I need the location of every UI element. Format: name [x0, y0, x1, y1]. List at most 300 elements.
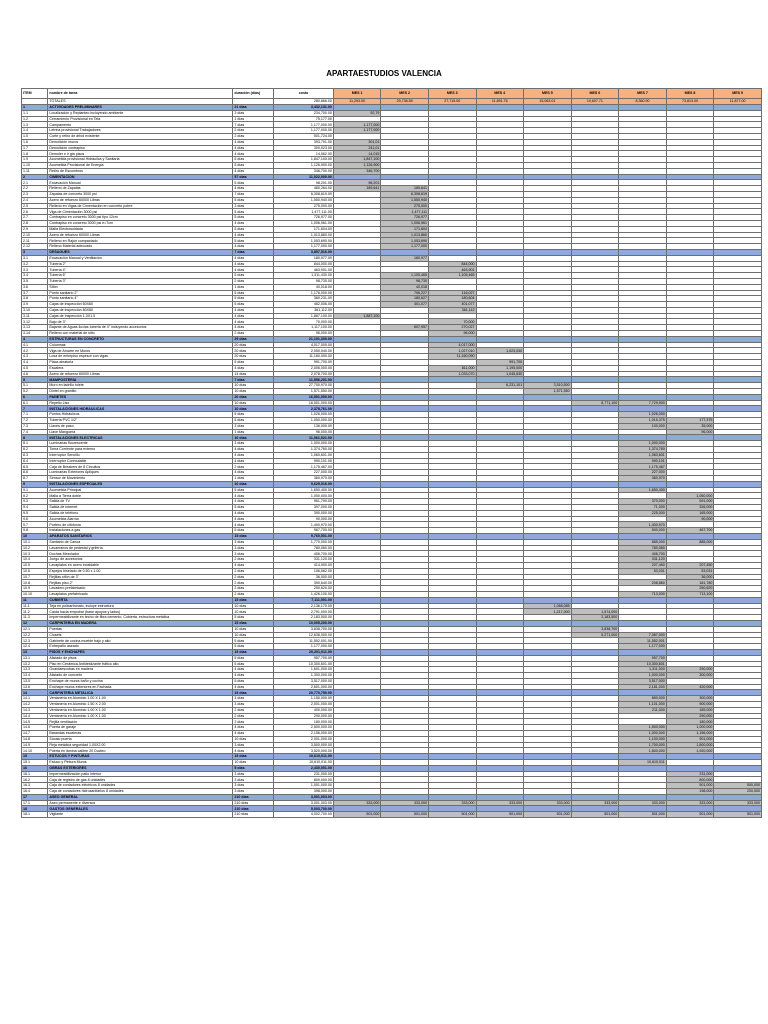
task-name: Tubería PVC 1/2"	[48, 418, 233, 424]
month-cell: 1,550,940	[381, 197, 429, 203]
task-cost: 961,790.00	[274, 499, 333, 505]
task-cost: 2,378,761.00	[274, 406, 333, 412]
task-name: Lavadero prefabricado	[48, 586, 233, 592]
item-code: 14.5	[22, 719, 48, 725]
task-name: INSTALACIONES ESPECIALES	[48, 481, 233, 487]
task-duration: 3 días	[233, 696, 274, 702]
month-cell: 1,311,000	[619, 667, 667, 673]
task-name: MAMPOSTERIA	[48, 377, 233, 383]
task-cost: 2,156,000.00	[274, 731, 333, 737]
task-cost: 1,847,100.00	[274, 157, 333, 163]
task-duration: 10 días	[233, 632, 274, 638]
item-code: 3.4	[22, 273, 48, 279]
task-cost: 800,000.00	[274, 777, 333, 783]
month-cell: 96,000	[428, 331, 476, 337]
month-cell: 991,700	[476, 360, 524, 366]
header-month: MES 8	[666, 89, 714, 99]
item-code: 13.4	[22, 673, 48, 679]
task-duration: 20 días	[233, 354, 274, 360]
task-name: Acero de refuerzo 60000 Libras	[48, 371, 233, 377]
item-code: 3.7	[22, 290, 48, 296]
task-name: Cajas de inspección 80X80	[48, 307, 233, 313]
item-code: 8.2	[22, 447, 48, 453]
task-cost: 1,177,000.00	[274, 128, 333, 134]
month-cell: 406,700	[619, 551, 667, 557]
task-name: Tubería 6"	[48, 273, 233, 279]
task-name: Muro en ladrillo tolete	[48, 383, 233, 389]
item-code: 4.1	[22, 342, 48, 348]
task-name: Interruptor Conmutable	[48, 458, 233, 464]
month-cell: 331,120	[619, 557, 667, 563]
month-cell: 70,000	[428, 319, 476, 325]
item-code: 7.3	[22, 423, 48, 429]
month-cell: 360,970	[619, 476, 667, 482]
month-cell: 1,800,000	[666, 742, 714, 748]
item-code: 8.3	[22, 452, 48, 458]
task-cost: 1,650,400.00	[274, 487, 333, 493]
month-cell: 98,201	[333, 180, 381, 186]
month-cell: 1,500,000	[619, 725, 667, 731]
task-name: Relleno en Rajón compactado	[48, 238, 233, 244]
task-duration: 10 días	[233, 383, 274, 389]
task-duration: 7 días	[233, 191, 274, 197]
task-cost: 16,501,000.00	[274, 394, 333, 400]
task-name: Luminarias fluorescente	[48, 441, 233, 447]
task-cost: 3,517,000.00	[274, 678, 333, 684]
item-code: 1.3	[22, 122, 48, 128]
task-name: Viga de Amarre en Muros	[48, 348, 233, 354]
task-cost: 1,177,000.00	[274, 244, 333, 250]
month-cell: 1,126,900	[333, 162, 381, 168]
item-code: 13.6	[22, 684, 48, 690]
month-cell: 7,729,900	[619, 400, 667, 406]
task-duration: 10 días	[233, 760, 274, 766]
task-duration: 3 días	[233, 777, 274, 783]
task-duration: 210 días	[233, 812, 274, 818]
item-code: 3.3	[22, 267, 48, 273]
task-name: Luminarias Exteriores Apliques	[48, 470, 233, 476]
item-code: 12	[22, 620, 48, 626]
item-code: 7	[22, 406, 48, 412]
header-name: nombre de tarea	[48, 89, 233, 99]
month-cell: 1,105,465	[381, 273, 429, 279]
task-duration: 5 días	[233, 273, 274, 279]
task-duration: 3 días	[233, 702, 274, 708]
task-name: Estuco y Pintura Muros	[48, 760, 233, 766]
task-cost: 2,050,040.00	[274, 348, 333, 354]
task-name: Excavación Manual y Ventilación	[48, 255, 233, 261]
task-duration: 5 días	[233, 238, 274, 244]
task-cost: 1,374,760.00	[274, 447, 333, 453]
item-code: 9.1	[22, 487, 48, 493]
task-name: Llaves de paso	[48, 423, 233, 429]
month-cell: 346,700	[333, 168, 381, 174]
task-cost: 27,700,970.00	[274, 383, 333, 389]
month-cell: 1,023,030	[476, 348, 524, 354]
task-name: ASEO GENERAL	[48, 794, 233, 800]
task-cost: 2,136,170.00	[274, 603, 333, 609]
task-duration: 4 días	[233, 667, 274, 673]
task-name: Alistado de pisos	[48, 655, 233, 661]
task-duration: 5 días	[233, 209, 274, 215]
task-name: Sifón	[48, 284, 233, 290]
task-cost: 1,177,000.00	[274, 122, 333, 128]
item-code: 11.3	[22, 615, 48, 621]
task-cost: 1,311,430.00	[274, 273, 333, 279]
task-name: APARATOS SANITARIOS	[48, 533, 233, 539]
item-code: 6	[22, 394, 48, 400]
month-cell: 1,068,085	[524, 603, 572, 609]
task-name: Ventanería en Aluminio 1.50 X 2.00	[48, 702, 233, 708]
month-cell: 3,838,700	[571, 626, 619, 632]
task-cost: 390,000.00	[274, 510, 333, 516]
task-cost: 1,177,000.00	[274, 644, 333, 650]
task-name: Letrina provisional Trabajadores	[48, 128, 233, 134]
month-cell: 1,053,690	[381, 238, 429, 244]
item-code: 2	[22, 174, 48, 180]
month-cell: 1,177,000	[333, 128, 381, 134]
schedule-table	[21, 88, 762, 818]
task-cost: 1,426,100.00	[274, 591, 333, 597]
task-name: Contrapiso en concreto 3000 psi e=7cm	[48, 220, 233, 226]
month-cell: 1,571,550	[524, 389, 572, 395]
task-name: INSTALACIONES HIDRAULICAS	[48, 406, 233, 412]
task-cost: 1,400,970.00	[274, 522, 333, 528]
item-code: 2.9	[22, 226, 48, 232]
task-duration: 3 días	[233, 110, 274, 116]
task-name: Ventanería en Aluminio 1.00 X 1.00	[48, 707, 233, 713]
task-cost: 10,300,601.00	[274, 661, 333, 667]
task-duration: 2 días	[233, 557, 274, 563]
month-cell: 1,175,467	[619, 464, 667, 470]
task-name: Juego de accesorios	[48, 557, 233, 563]
task-cost: 780,060.00	[274, 545, 333, 551]
month-cell: 401,077	[381, 302, 429, 308]
item-code: 10.2	[22, 545, 48, 551]
item-code: 5.1	[22, 383, 48, 389]
task-name: Relleno con material de sitio	[48, 331, 233, 337]
header-month: MES 6	[571, 89, 619, 99]
task-cost: 1,013,860.00	[274, 232, 333, 238]
month-cell: 100,000	[619, 423, 667, 429]
task-cost: 4,017,000.00	[274, 342, 333, 348]
item-code: 15.1	[22, 760, 48, 766]
task-name: ACTIVIDADES PRELIMINARES	[48, 105, 233, 111]
month-cell: 11,160,090	[428, 354, 476, 360]
task-name: Puntos Hidráulicos	[48, 412, 233, 418]
item-code: 2.11	[22, 238, 48, 244]
task-name: Lavamanos de pedestal y grifería	[48, 545, 233, 551]
month-cell: 1,156,000	[666, 731, 714, 737]
item-code: 13.2	[22, 661, 48, 667]
task-duration: 7 días	[233, 122, 274, 128]
month-cell: 7,367,000	[619, 632, 667, 638]
month-cell: 1,006,961	[381, 220, 429, 226]
task-name: Cajas de inspección 60X60	[48, 302, 233, 308]
item-code: 14.4	[22, 713, 48, 719]
task-cost: 2,183,500.00	[274, 615, 333, 621]
task-duration: 10 días	[233, 481, 274, 487]
task-duration: 5 días	[233, 296, 274, 302]
task-duration: 4 días	[233, 151, 274, 157]
month-cell: 5,271,000	[571, 632, 619, 638]
task-cost: 480,264.00	[274, 186, 333, 192]
item-code: 6.1	[22, 400, 48, 406]
month-cell: 10,610,011	[619, 760, 667, 766]
month-cell: 333,000	[476, 800, 524, 806]
totals-month: 8,360.90	[619, 99, 667, 105]
task-duration: 3 días	[233, 771, 274, 777]
task-name: Acero de refuerzo 60000 Libras	[48, 197, 233, 203]
task-cost: 1,887,100.00	[274, 313, 333, 319]
task-duration: 4 días	[233, 307, 274, 313]
month-cell: 275,000	[381, 203, 429, 209]
month-cell: 1,920,000	[666, 748, 714, 754]
totals-month: 27,715.00	[428, 99, 476, 105]
totals-label: TOTALES	[48, 99, 233, 105]
header-row	[22, 89, 762, 99]
task-name: Malla a Tierra doble	[48, 493, 233, 499]
task-duration: 7 días	[233, 249, 274, 255]
month-cell: 90,000	[666, 516, 714, 522]
item-code: 2.8	[22, 220, 48, 226]
task-cost: 957,700.00	[274, 655, 333, 661]
item-code: 18.1	[22, 812, 48, 818]
item-code: 12.4	[22, 644, 48, 650]
item-code: 3.9	[22, 302, 48, 308]
task-name: Retiro de Escombros	[48, 168, 233, 174]
item-code: 7.4	[22, 429, 48, 435]
item-code: 16.1	[22, 771, 48, 777]
month-cell: 189,000	[666, 707, 714, 713]
item-code: 7.1	[22, 412, 48, 418]
item-code: 13.5	[22, 678, 48, 684]
task-cost: 136,000.00	[274, 423, 333, 429]
task-cost: 300,023.00	[274, 145, 333, 151]
month-cell: 180,604	[428, 296, 476, 302]
item-code: 15	[22, 754, 48, 760]
task-cost: 2,601,000.00	[274, 684, 333, 690]
item-code: 10.1	[22, 539, 48, 545]
item-code: 1.5	[22, 133, 48, 139]
item-code: 2.10	[22, 232, 48, 238]
totals-month: 29,738.55	[381, 99, 429, 105]
item-code: 16.3	[22, 783, 48, 789]
task-cost: 3,857,516.00	[274, 249, 333, 255]
task-cost: 406,700.00	[274, 551, 333, 557]
task-duration: 15 días	[233, 754, 274, 760]
item-code: 1.11	[22, 168, 48, 174]
task-name: Sanitario de Canoa	[48, 539, 233, 545]
item-code: 12.3	[22, 638, 48, 644]
month-cell: 501,000	[666, 812, 714, 818]
item-code: 2.7	[22, 215, 48, 221]
task-cost: 234,700.00	[274, 110, 333, 116]
task-name: Caja de registro de gas 8 unidades	[48, 777, 233, 783]
month-cell: 900,000	[666, 702, 714, 708]
task-cost: 180,000.00	[274, 719, 333, 725]
task-duration: 3 días	[233, 783, 274, 789]
task-name: Relleno en Vigas de Cimentación en concreto pobre	[48, 203, 233, 209]
item-code: 11	[22, 597, 48, 603]
task-duration: 10 días	[233, 736, 274, 742]
month-cell: 71,000	[619, 504, 667, 510]
task-cost: 275,000.00	[274, 203, 333, 209]
task-duration: 4 días	[233, 470, 274, 476]
task-name: Relleno Material adecuado	[48, 244, 233, 250]
task-cost: 2,078,700.00	[274, 371, 333, 377]
item-code: 4	[22, 336, 48, 342]
month-cell: 241,01	[333, 145, 381, 151]
task-cost: 20,770,750.00	[274, 690, 333, 696]
task-name: Rejillas sifón de 3"	[48, 574, 233, 580]
task-cost: 361,112.00	[274, 307, 333, 313]
task-name: Acometida Provisional de Energía	[48, 162, 233, 168]
task-duration: 5 días	[233, 215, 274, 221]
task-duration: 5 días	[233, 765, 274, 771]
item-code: 18	[22, 806, 48, 812]
task-duration: 5 días	[233, 615, 274, 621]
month-cell: 181,780	[666, 580, 714, 586]
month-cell: 326,000	[666, 504, 714, 510]
month-cell: 501,000	[524, 812, 572, 818]
task-cost: 11,061,021.00	[274, 435, 333, 441]
task-name: Barandas escaleras	[48, 731, 233, 737]
month-cell: 1,847,100	[333, 157, 381, 163]
task-cost: 10,610,011.00	[274, 760, 333, 766]
task-duration: 5 días	[233, 504, 274, 510]
item-code: 13.3	[22, 667, 48, 673]
task-duration: 2 días	[233, 574, 274, 580]
task-duration: 4 días	[233, 244, 274, 250]
task-duration: 5 días	[233, 638, 274, 644]
task-name: Viga de Cimentación 3000 psi	[48, 209, 233, 215]
task-name: Bajo de 3"	[48, 319, 233, 325]
task-duration: 3 días	[233, 545, 274, 551]
task-cost: 2,430,001.00	[274, 765, 333, 771]
month-cell: 1,105,465	[428, 273, 476, 279]
task-name: Closets	[48, 632, 233, 638]
task-duration: 10 días	[233, 609, 274, 615]
task-cost: 231,000.00	[274, 771, 333, 777]
task-duration: 5 días	[233, 528, 274, 534]
task-duration: 10 días	[233, 626, 274, 632]
month-cell: 189,641	[333, 186, 381, 192]
task-duration: 3 días	[233, 742, 274, 748]
task-duration: 5 días	[233, 661, 274, 667]
item-code: 3.13	[22, 325, 48, 331]
month-cell: 706,227	[381, 290, 429, 296]
header-month: MES 9	[714, 89, 762, 99]
month-cell: 180,000	[666, 719, 714, 725]
task-name: Teja en policarbonato, incluye estructura	[48, 603, 233, 609]
month-cell: 53,031	[666, 568, 714, 574]
task-cost: 360,231.00	[274, 296, 333, 302]
task-duration: 4 días	[233, 267, 274, 273]
task-cost: 75,177.00	[274, 116, 333, 122]
month-cell: 850,000	[619, 696, 667, 702]
task-duration: 5 días	[233, 157, 274, 163]
month-cell: 198,000	[666, 789, 714, 795]
month-cell: 1,650,400	[619, 487, 667, 493]
task-cost: 3,500,000.00	[274, 742, 333, 748]
item-code: 11.1	[22, 603, 48, 609]
task-cost: 390,640.00	[274, 580, 333, 586]
month-cell: 200,000	[714, 789, 762, 795]
item-code: 1.2	[22, 116, 48, 122]
task-duration: 10 días	[233, 400, 274, 406]
task-cost: 106,062.00	[274, 568, 333, 574]
task-duration: 15 días	[233, 620, 274, 626]
month-cell: 290,000	[666, 713, 714, 719]
sheet-title: APARTAESTUDIOS VALENCIA	[326, 69, 442, 78]
task-duration: 210 días	[233, 800, 274, 806]
item-code: 10.10	[22, 591, 48, 597]
task-duration: 15 días	[233, 597, 274, 603]
task-cost: 1,050,000.00	[274, 493, 333, 499]
month-cell: 2,183,500	[571, 615, 619, 621]
task-duration: 4 días	[233, 365, 274, 371]
item-code: 10.9	[22, 586, 48, 592]
task-cost: 1,117,100.00	[274, 325, 333, 331]
task-name: Duchas Mezclador	[48, 551, 233, 557]
task-duration: 3 días	[233, 539, 274, 545]
task-cost: 16,501,000.00	[274, 400, 333, 406]
item-code: 3.2	[22, 261, 48, 267]
month-cell: 370,000	[619, 499, 667, 505]
task-cost: 3,520,000.00	[274, 748, 333, 754]
task-duration: 15 días	[233, 649, 274, 655]
task-duration: 5 días	[233, 290, 274, 296]
task-cost: 463,901.00	[274, 267, 333, 273]
task-name: Relleno de Zapatas	[48, 186, 233, 192]
task-name: Toma Corriente para externo	[48, 447, 233, 453]
task-cost: 36,000.00	[274, 574, 333, 580]
task-duration: 20 días	[233, 394, 274, 400]
task-name: Piso en Cerámica Antideslizante tráfico alto	[48, 661, 233, 667]
task-cost: 2,791,000.00	[274, 609, 333, 615]
task-duration: 4 días	[233, 325, 274, 331]
item-code: 10.4	[22, 557, 48, 563]
task-duration: 4 días	[233, 139, 274, 145]
item-code: 3.11	[22, 313, 48, 319]
task-name: Contrapiso en concreto 3000 psi tipo 12cm	[48, 215, 233, 221]
task-cost: 290,000.00	[274, 713, 333, 719]
month-cell: 116,027	[428, 290, 476, 296]
task-cost: 227,000.00	[274, 470, 333, 476]
item-code: 9.4	[22, 504, 48, 510]
month-cell: 208,860	[619, 580, 667, 586]
task-duration: 7 días	[233, 377, 274, 383]
task-name: Acometida provisional Hidráulica y Sanitaria	[48, 157, 233, 163]
task-cost: 7,111,001.00	[274, 597, 333, 603]
task-duration: 2 días	[233, 128, 274, 134]
task-name: Tubería 4"	[48, 267, 233, 273]
month-cell: 211,000	[619, 707, 667, 713]
item-code: 14.2	[22, 702, 48, 708]
task-name: Llave Manguera	[48, 429, 233, 435]
month-cell: 1,177,000	[381, 244, 429, 250]
task-cost: 1,026,000.00	[274, 412, 333, 418]
month-cell: 301,01	[333, 139, 381, 145]
task-duration: 3 días	[233, 789, 274, 795]
month-cell: 333,000	[666, 800, 714, 806]
month-cell: 501,000	[333, 812, 381, 818]
item-code: 16.4	[22, 789, 48, 795]
task-name: Espejos biselado de 0.50 x 1.00	[48, 568, 233, 574]
task-name: ESTRUCTURAS EN CONCRETO	[48, 336, 233, 342]
task-cost: 180,977.00	[274, 255, 333, 261]
